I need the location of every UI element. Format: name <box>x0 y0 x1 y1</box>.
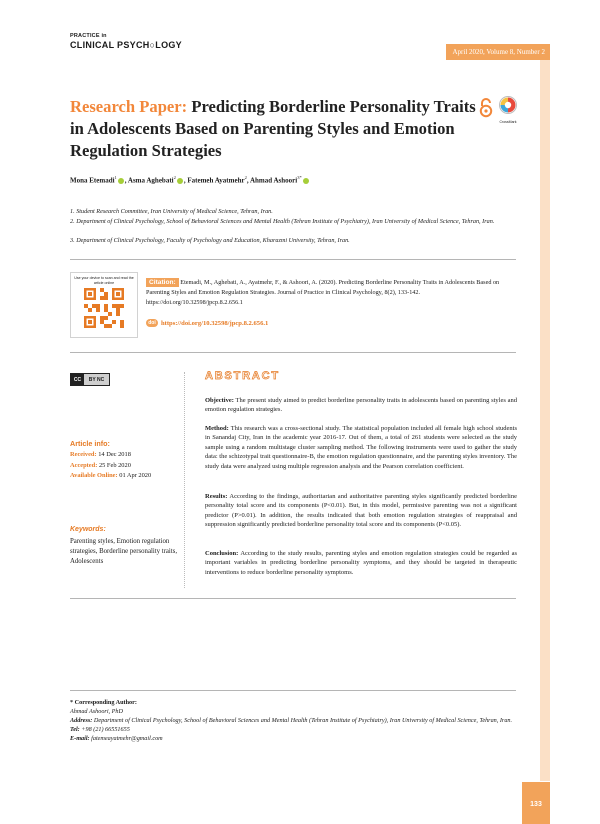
corresponding-email <box>70 734 516 743</box>
affiliation-1: 1. Student Research Committee, Iran University of Medical Science, Tehran, Iran. <box>70 208 273 215</box>
corresponding-heading: * Corresponding Author: <box>70 699 137 706</box>
article-dates <box>70 450 151 482</box>
address-text: Department of Clinical Psychology, School of Behavioral Sciences and Mental Health (Tehran Institute of Psychiatry), Iran University of Medical Science, Tehran, Iran. <box>93 717 513 724</box>
abstract-conclusion <box>205 549 517 577</box>
corresponding-name: Ahmad Ashoori, PhD <box>70 708 123 715</box>
qr-code-icon <box>84 288 124 328</box>
author-affil-sup: 2 <box>173 175 176 180</box>
page-number: 133 <box>522 782 550 824</box>
author-name[interactable]: Mona Etemadi <box>70 176 115 185</box>
crossmark-icon <box>498 96 518 115</box>
issue-banner: April 2020, Volume 8, Number 2 <box>446 44 550 60</box>
address-label: Address: <box>70 717 93 724</box>
orcid-icon[interactable] <box>303 178 309 184</box>
qr-caption: Use your device to scan and read the article online <box>74 276 134 285</box>
author-name[interactable]: Ahmad Ashoori <box>249 176 298 185</box>
doi-link[interactable]: https://doi.org/10.32598/jpcp.8.2.656.1 <box>161 319 269 327</box>
objective-text: The present study aimed to predict borderline personality traits in adolescents based on parenting styles and emotion regulation strategies. <box>205 397 517 414</box>
open-access-icon <box>479 98 493 118</box>
journal-logo-line2: CLINICAL PSYCH○LOGY <box>70 39 182 50</box>
abstract-heading: ABSTRACT <box>205 370 280 382</box>
article-info-heading: Article info: <box>70 439 110 448</box>
tel-text: +98 (21) 66551655 <box>81 726 130 733</box>
keywords-text: Parenting styles, Emotion regulation strategies, Borderline personality traits, Adolescents <box>70 538 178 565</box>
author-affil-sup: 3* <box>297 175 302 180</box>
online-row <box>70 471 151 482</box>
received-label: Received: <box>70 451 97 458</box>
email-link[interactable]: fatemeayatmehr@gmail.com <box>91 735 163 742</box>
keywords-heading: Keywords: <box>70 526 106 533</box>
received-row <box>70 450 151 461</box>
conclusion-label: Conclusion: <box>205 550 239 557</box>
affiliation-2: 2. Department of Clinical Psychology, School of Behavioral Sciences and Mental Health (Tehran Institute of Psychiatry), Iran University of Medical Science, Tehran, Iran. <box>70 218 495 225</box>
author-affil-sup: 2 <box>244 175 247 180</box>
paper-title-text: Predicting Borderline Personality Traits in Adolescents Based on Parenting Styles and Emotion Regulation Strategies <box>70 97 476 160</box>
citation-block <box>146 278 516 308</box>
abstract-objective <box>205 396 517 415</box>
accepted-row <box>70 461 151 472</box>
section-divider <box>70 598 516 599</box>
orcid-icon[interactable] <box>177 178 183 184</box>
tel-label: Tel: <box>70 726 80 733</box>
online-label: Available Online: <box>70 472 118 479</box>
doi-line[interactable] <box>146 319 268 327</box>
accepted-label: Accepted: <box>70 461 98 469</box>
method-label: Method: <box>205 425 229 432</box>
author-affil-sup: 1 <box>114 175 117 180</box>
side-color-bar <box>540 60 550 781</box>
journal-logo <box>70 34 182 50</box>
accepted-date: 25 Feb 2020 <box>98 461 131 469</box>
author-list: Mona Etemadi$^1$ , Asma Aghebati$^2$ , Fatemeh Ayatmehr$^2$, Ahmad Ashoori$^{3*}$ <box>70 175 490 184</box>
results-label: Results: <box>205 493 228 500</box>
crossmark-label: CrossMark <box>499 120 517 124</box>
method-text: This research was a cross-sectional study. The statistical population included all female high school students in Sanandaj City, Iran in the academic year 2016-17. Out of them, a total of 261 students were selected as the study sample using a random multistage cluster sampling method. The following instruments were used to gather the study data: the schizotypal trait questionnaire-B, the emotion regulation questionnaire, and the parenting styles inventory. The study data were analyzed using multiple regression analysis and the Pearson correlation coefficient. <box>205 425 517 470</box>
citation-text: Etemadi, M., Aghebati, A., Ayatmehr, F., & Ashoori, A. (2020). Predicting Borderline Personality Traits in Adolescents Based on Parenting Styles and Emotion Regulation Strategies. Journal of Practice in Clinical Psychology, 8(2), 133-142. https://doi.org/10.32598/jpcp.8.2.656.1 <box>146 279 500 306</box>
doi-icon: doi <box>146 319 158 327</box>
qr-code-box[interactable] <box>70 272 138 338</box>
author-name[interactable]: Asma Aghebati <box>127 176 174 185</box>
section-divider <box>70 259 516 260</box>
section-divider <box>70 352 516 353</box>
abstract-method <box>205 424 517 471</box>
cc-license-badge[interactable] <box>70 373 110 386</box>
paper-type-label: Research Paper: <box>70 97 188 116</box>
license-type: BY NC <box>88 376 105 383</box>
objective-label: Objective: <box>205 397 234 404</box>
corresponding-address <box>70 716 516 725</box>
citation-label: Citation: <box>146 278 179 287</box>
email-label: E-mail: <box>70 735 90 742</box>
author-name[interactable]: Fatemeh Ayatmehr <box>187 176 245 185</box>
conclusion-text: According to the study results, parenting styles and emotion regulation strategies could be regarded as important variables in predicting borderline personality symptoms, and they should be targeted in therapeutic interventions to reduce borderline personality symptoms. <box>205 550 517 576</box>
orcid-icon[interactable] <box>118 178 124 184</box>
received-date: 14 Dec 2018 <box>98 451 131 458</box>
online-date: 01 Apr 2020 <box>119 472 152 479</box>
journal-logo-line1: PRACTICE in <box>70 33 107 39</box>
results-text: According to the findings, authoritarian and authoritative parenting styles significantly predicted borderline personality total score and its components (P<0.01). But, in this model, permissive parenting was not a significant predictor (P>0.01). In addition, the results indicated that both emotion regulation strategies of reappraisal and suppression significantly predicted borderline personality total score and its components (P<0.05). <box>205 493 517 529</box>
corresponding-author <box>70 698 516 743</box>
cc-icon: CC <box>71 374 84 385</box>
footer-divider <box>70 690 516 691</box>
abstract-results <box>205 492 517 530</box>
paper-title <box>70 96 480 162</box>
column-separator <box>184 372 185 588</box>
affiliation-3: 3. Department of Clinical Psychology, Faculty of Psychology and Education, Kharazmi University, Tehran, Iran. <box>70 237 350 244</box>
corresponding-tel <box>70 725 516 734</box>
crossmark-badge[interactable] <box>498 96 518 124</box>
